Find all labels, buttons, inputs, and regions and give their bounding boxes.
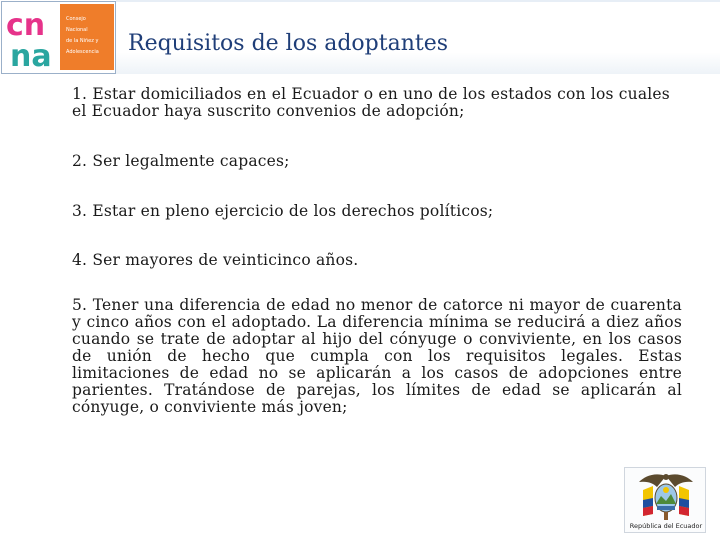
logo-text-panel [60, 4, 114, 70]
logo-mark-bottom: na [10, 39, 52, 70]
requirement-item: 5. Tener una diferencia de edad no menor de catorce ni mayor de cuarenta y cinco años con el adoptado. La diferencia mínima se reducirá a diez años cuando se trate de adoptar al hijo del cónyuge o conviviente, en los casos de unión de hecho que cumpla con los requisitos legales. Estas limitaciones de edad no se aplicarán a los casos de adopciones entre parientes. Tratándose de parejas, los límites de edad se aplicarán al cónyuge, o conviviente más joven; [72, 296, 682, 416]
ecuador-coat-of-arms-icon [631, 470, 701, 522]
ecuador-emblem [624, 467, 706, 533]
requirement-item: 1. Estar domiciliados en el Ecuador o en uno de los estados con los cuales el Ecuador haya suscrito convenios de adopción; [72, 85, 670, 120]
logo-line-4: Adolescencia [66, 49, 99, 55]
requirement-item: 2. Ser legalmente capaces; [72, 152, 290, 170]
requirement-item: 4. Ser mayores de veinticinco años. [72, 251, 359, 269]
logo-line-3: de la Niñez y [66, 38, 99, 44]
page-title: Requisitos de los adoptantes [128, 31, 449, 56]
logo-mark-top: cn [6, 8, 46, 43]
logo-line-1: Consejo [66, 16, 86, 22]
cnna-logo [0, 0, 116, 74]
logo-line-2: Nacional [66, 27, 88, 33]
emblem-label: República del Ecuador [629, 522, 703, 530]
requirement-item: 3. Estar en pleno ejercicio de los derechos políticos; [72, 202, 494, 220]
cnna-logo-mark-icon [4, 4, 62, 70]
